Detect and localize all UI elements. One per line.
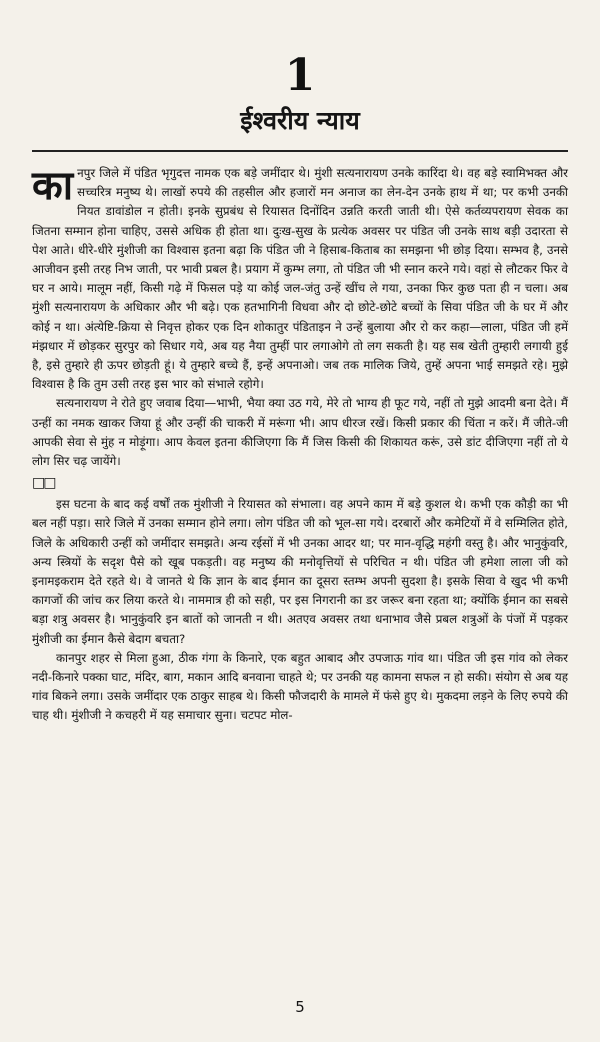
paragraph-3: इस घटना के बाद कई वर्षों तक मुंशीजी ने रियासत को संभाला। वह अपने काम में बड़े कुशल थे। कभी एक कौड़ी का भी बल नहीं पड़ा। सारे जिले में उनका सम्मान होने लगा। लोग पंडित जी को भूल-सा गये। दरबारों और कमेटियों में वे सम्मिलित होते, जिले के अधिकारी उन्हीं को जमींदार समझते। अन्य रईसों में भी उनका आदर था; पर मान-वृद्धि महंगी वस्तु है। और भानुकुंवरि, अन्य स्त्रियों के सदृश पैसे को खूब पकड़ती। वह मनुष्य की मनोवृत्तियों से परिचित न थी। पंडित जी हमेशा लाला जी को इनामइकराम देते रहते थे। वे जानते थे कि ज्ञान के बाद ईमान का दूसरा स्तम्भ अपनी सुदशा है। इसके सिवा वे खुद भी कभी कागजों की जांच कर लिया करते थे। नाममात्र ही को सही, पर इस निगरानी का डर जरूर बना रहता था; क्योंकि ईमान का सबसे बड़ा शत्रु अवसर है। भानुकुंवरि इन बातों को जानती न थी। अतएव अवसर तथा धनाभाव जैसे प्रबल शत्रुओं के पंजों में पड़कर मुंशीजी का ईमान कैसे बेदाग बचता? <box>32 497 568 646</box>
paragraph-4: कानपुर शहर से मिला हुआ, ठीक गंगा के किनारे, एक बहुत आबाद और उपजाऊ गांव था। पंडित जी इस गांव को लेकर नदी-किनारे पक्का घाट, मंदिर, बाग, मकान आदि बनवाना चाहते थे; पर उनकी यह कामना सफल न हो सकी। संयोग से अब यह गांव बिकने लगा। उसके जमींदार एक ठाकुर साहब थे। किसी फौजदारी के मामले में फंसे हुए थे। मुकदमा लड़ने के लिए रुपये की चाह थी। मुंशीजी ने कचहरी में यह समाचार सुना। चटपट मोल- <box>32 650 568 723</box>
chapter-title: ईश्वरीय न्याय <box>240 106 360 135</box>
page-number: 5 <box>295 998 305 1016</box>
body-text <box>32 164 568 726</box>
section-break: □□ <box>32 475 55 492</box>
paragraph-1 <box>32 164 568 394</box>
title-divider <box>32 150 568 152</box>
paragraph-1-text: नपुर जिले में पंडित भृगुदत्त नामक एक बड़े जमींदार थे। मुंशी सत्यनारायण उनके कारिंदा थे। वह बड़े स्वामिभक्त और सच्चरित्र मनुष्य थे। लाखों रुपये की तहसील और हजारों मन अनाज का लेन-देन उनके हाथ में था; पर कभी उनकी नियत डावांडोल न होती। इनके सुप्रबंध से रियासत दिनोंदिन उन्नति करती जाती थी। ऐसे कर्तव्यपरायण सेवक का जितना सम्मान होना चाहिए, उससे अधिक ही होता था। दुःख-सुख के प्रत्येक अवसर पर पंडित जी उनके साथ बड़ी उदारता से पेश आते। धीरे-धीरे मुंशीजी का विश्वास इतना बढ़ा कि पंडित जी ने हिसाब-किताब का समझना भी छोड़ दिया। सम्भव है, उनसे आजीवन इसी तरह निभ जाती, पर भावी प्रबल है। प्रयाग में कुम्भ लगा, तो पंडित जी भी स्नान करने गये। वहां से लौटकर फिर वे घर न आये। मालूम नहीं, किसी गढ़े में फिसल पड़े या कोई जल-जंतु उन्हें खींच ले गया, उनका फिर कुछ पता ही न चला। अब मुंशी सत्यनारायण के अधिकार और भी बढ़े। एक हतभागिनी विधवा और दो छोटे-छोटे बच्चों के सिवा पंडित जी के घर में और कोई न था। अंत्येष्टि-क्रिया से निवृत्त होकर एक दिन शोकातुर पंडिताइन ने उन्हें बुलाया और रो कर कहा—लाला, पंडित जी हमें मंझधार में छोड़कर सुरपुर को सिधार गये, अब यह नैया तुम्हीं पार लगाओगे तो लग सकती है। यह सब खेती तुम्हारी लगायी हुई है, इसे तुम्हारे ही ऊपर छोड़ती हूं। ये तुम्हारे बच्चे हैं, इन्हें अपनाओ। जब तक मालिक जिये, तुम्हें अपना भाई समझते रहे। मुझे विश्वास है कि तुम उसी तरह इस भार को संभाले रहोगे। <box>32 166 568 392</box>
paragraph-2: सत्यनारायण ने रोते हुए जवाब दिया—भाभी, भैया क्या उठ गये, मेरे तो भाग्य ही फूट गये, नहीं तो मुझे आदमी बना देते। मैं उन्हीं का नमक खाकर जिया हूं और उन्हीं की चाकरी में मरूंगा भी। आप धीरज रखें। किसी प्रकार की चिंता न करें। मैं जीते-जी आपकी सेवा से मुंह न मोड़ूंगा। आप केवल इतना कीजिएगा कि मैं जिस किसी की शिकायत करूं, उसे डांट दीजिएगा नहीं तो ये लोग सिर चढ़ जायेंगे। <box>32 396 568 469</box>
chapter-number: 1 <box>284 50 316 101</box>
drop-cap: का <box>32 163 74 209</box>
